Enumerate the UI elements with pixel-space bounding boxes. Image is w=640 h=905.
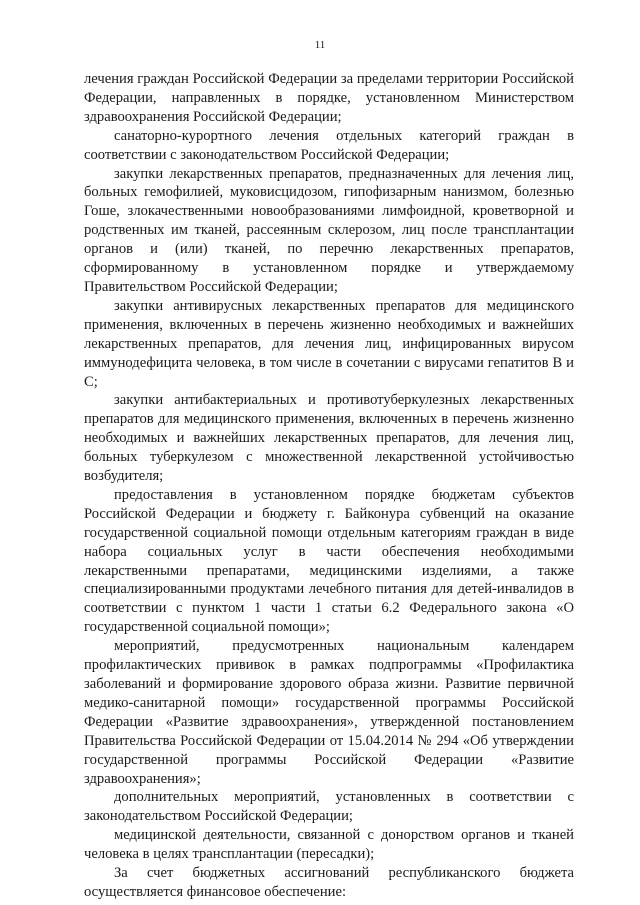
document-body — [84, 70, 574, 902]
paragraph: предоставления в установленном порядке бюджетам субъектов Российской Федерации и бюджету г. Байконура субвенций на оказание государственной социальной помощи отдельным категориям граждан в виде набора социальных услуг в части обеспечения необходимыми лекарственными препаратами, медицинскими изделиями, а также специализированными продуктами лечебного питания для детей-инвалидов в соответствии с пунктом 1 части 1 статьи 6.2 Федерального закона «О государственной социальной помощи»; — [84, 486, 574, 636]
paragraph: мероприятий, предусмотренных национальным календарем профилактических прививок в рамках подпрограммы «Профилактика заболеваний и формирование здорового образа жизни. Развитие первичной медико-санитарной помощи» государственной программы Российской Федерации «Развитие здравоохранения», утвержденной постановлением Правительства Российской Федерации от 15.04.2014 № 294 «Об утверждении государственной программы Российской Федерации «Развитие здравоохранения»; — [84, 638, 574, 787]
paragraph: медицинской деятельности, связанной с донорством органов и тканей человека в целях трансплантации (пересадки); — [84, 827, 574, 863]
paragraph: закупки антибактериальных и противотуберкулезных лекарственных препаратов для медицинского применения, включенных в перечень жизненно необходимых и важнейших лекарственных препаратов, для лечения лиц, больных туберкулезом с множественной лекарственной устойчивостью возбудителя; — [84, 392, 574, 485]
paragraph: За счет бюджетных ассигнований республиканского бюджета осуществляется финансовое обеспечение: — [84, 865, 574, 900]
paragraph: закупки лекарственных препаратов, предназначенных для лечения лиц, больных гемофилией, муковисцидозом, гипофизарным нанизмом, болезнью Гоше, злокачественными новообразованиями лимфоидной, кроветворной и родственных им тканей, рассеянным склерозом, лиц после трансплантации органов и (или) тканей, по перечню лекарственных препаратов, сформированному в установленном порядке и утверждаемому Правительством Российской Федерации; — [84, 165, 574, 295]
paragraph: лечения граждан Российской Федерации за пределами территории Российской Федерации, направленных в порядке, установленном Министерством здравоохранения Российской Федерации; — [84, 71, 574, 125]
paragraph: закупки антивирусных лекарственных препаратов для медицинского применения, включенных в перечень жизненно необходимых и важнейших лекарственных препаратов, для лечения лиц, инфицированных вирусом иммунодефицита человека, в том числе в сочетании с вирусами гепатитов В и С; — [84, 297, 574, 390]
paragraph: санаторно-курортного лечения отдельных категорий граждан в соответствии с законодательством Российской Федерации; — [84, 127, 574, 163]
paragraph: дополнительных мероприятий, установленных в соответствии с законодательством Российской Федерации; — [84, 789, 574, 825]
page-number: 11 — [314, 39, 326, 51]
